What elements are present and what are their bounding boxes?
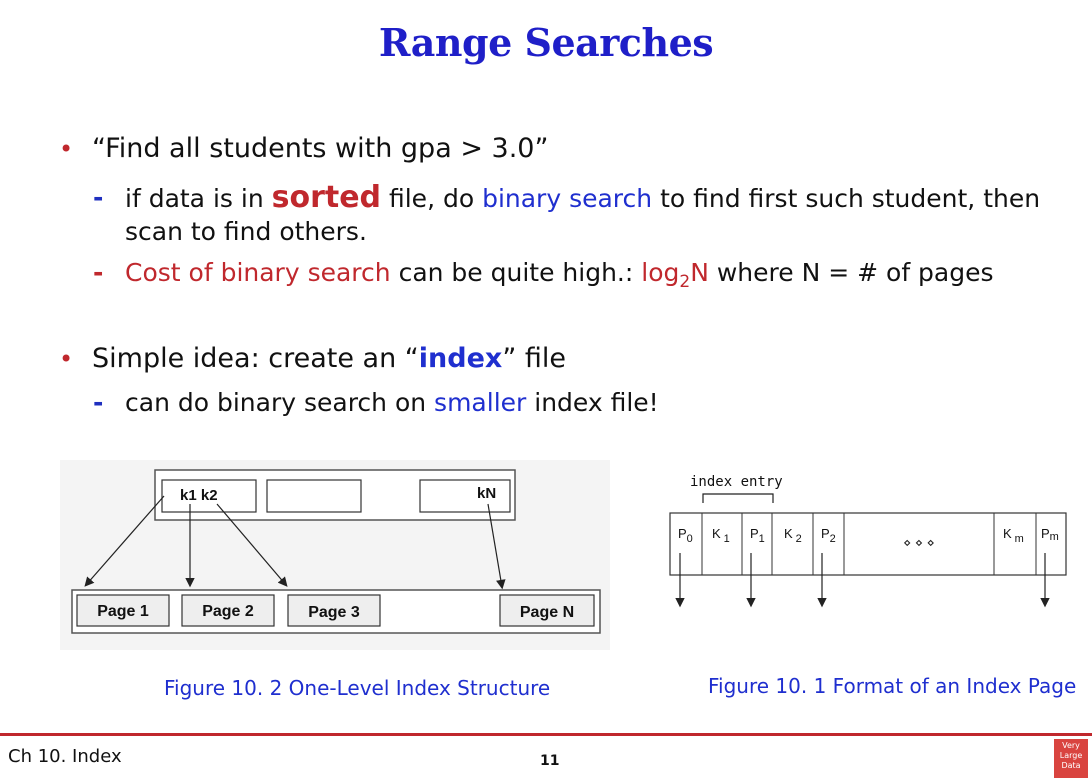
cell-k1: K $_1$ — [712, 526, 730, 545]
one-level-index-diagram — [60, 460, 610, 650]
bullet-2 — [59, 342, 567, 376]
cell-k2: K $_2$ — [784, 526, 802, 545]
sub-1-1-part: if data is in — [125, 184, 272, 213]
cell-p2: $P_2$ — [821, 526, 836, 545]
bullet-dot: • — [59, 135, 74, 163]
cell-km: K $_m$ — [1003, 526, 1024, 545]
sub-1-1-part: to find first such student, then — [652, 184, 1041, 213]
log-n: N — [690, 258, 709, 287]
footer-divider — [0, 733, 1092, 736]
bullet-dot: • — [59, 345, 74, 373]
bullet-2-part: ” file — [502, 343, 567, 374]
cell-p1: $P_1$ — [750, 526, 765, 545]
index-key-k1k2: k1 k2 — [180, 487, 218, 504]
bullet-1-text: “Find all students with gpa > 3.0” — [92, 133, 549, 164]
sorted-word: sorted — [271, 180, 382, 215]
index-word: index — [418, 343, 503, 374]
sub-bullet-1-1 — [93, 180, 1055, 248]
index-key-kn: kN — [477, 485, 497, 502]
index-entry-label: index entry — [690, 474, 783, 490]
sub-1-2-part: can be quite high.: — [390, 258, 642, 287]
log-subscript: 2 — [679, 272, 691, 292]
bullet-2-part: Simple idea: create an “ — [92, 343, 419, 374]
figure-left-caption: Figure 10. 2 One-Level Index Structure — [164, 676, 551, 700]
cell-pm: Pm — [1041, 526, 1059, 543]
index-cell-n — [420, 480, 510, 512]
cost-phrase: Cost of binary search — [125, 258, 391, 287]
sub-1-1-line2: scan to find others. — [125, 217, 367, 246]
index-page-format-diagram — [660, 465, 1080, 620]
footer-page-number: 11 — [540, 753, 560, 769]
page-label-1: Page 1 — [97, 603, 149, 620]
sub-2-1-part: can do binary search on — [125, 388, 435, 417]
sub-1-1-part: file, do — [381, 184, 483, 213]
sub-2-1-part: index file! — [526, 388, 659, 417]
footer-logo: Very Large Data — [1054, 739, 1088, 778]
smaller-word: smaller — [434, 388, 527, 417]
index-cell-2 — [267, 480, 361, 512]
cell-p0: $P_0$ — [678, 526, 693, 545]
slide-title: Range Searches — [378, 20, 714, 65]
dash-marker: - — [93, 183, 104, 212]
sub-bullet-1-2 — [93, 256, 1055, 299]
bullet-1 — [59, 132, 549, 166]
page-label-n: Page N — [519, 604, 575, 621]
dash-marker: - — [93, 388, 104, 417]
footer-chapter: Ch 10. Index — [8, 746, 122, 767]
sub-1-2-part: where N = # of pages — [708, 258, 994, 287]
log-text: log — [641, 258, 680, 287]
index-entry-bracket — [703, 494, 773, 503]
dash-marker: - — [93, 258, 104, 287]
page-label-2: Page 2 — [202, 603, 254, 620]
sub-bullet-2-1 — [93, 386, 1055, 419]
cell-dots: ⋄ ⋄ ⋄ — [903, 535, 935, 550]
figure-right-caption: Figure 10. 1 Format of an Index Page — [708, 674, 1077, 698]
binary-search-link-text: binary search — [482, 184, 653, 213]
page-label-3: Page 3 — [308, 604, 360, 621]
